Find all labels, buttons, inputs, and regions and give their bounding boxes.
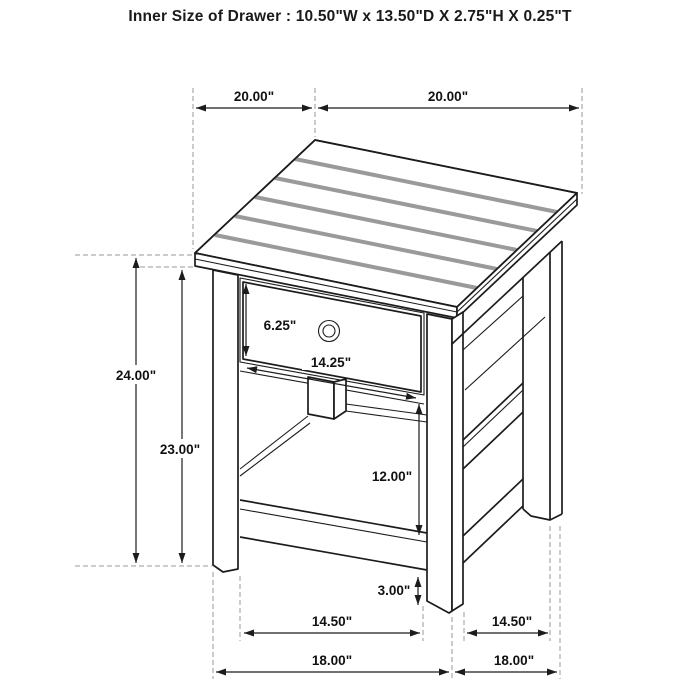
interior-back-apron <box>465 317 545 390</box>
label-top-right-width: 20.00" <box>427 89 469 104</box>
label-floor-clearance: 3.00" <box>377 583 411 598</box>
table-front <box>213 270 463 613</box>
label-top-left-width: 20.00" <box>233 89 275 104</box>
label-drawer-width: 14.25" <box>310 355 352 370</box>
back-right-leg <box>523 241 562 520</box>
label-front-inner-width: 14.50" <box>311 614 353 629</box>
label-side-outer-width: 18.00" <box>493 653 535 668</box>
back-left-leg <box>308 377 346 419</box>
diagram-title: Inner Size of Drawer : 10.50"W x 13.50"D X 2.75"H X 0.25"T <box>128 8 572 25</box>
front-left-leg <box>213 270 238 572</box>
label-height-under-top: 23.00" <box>159 442 201 457</box>
label-overall-height: 24.00" <box>115 368 157 383</box>
label-shelf-clearance: 12.00" <box>371 469 413 484</box>
front-right-leg-side <box>452 312 463 611</box>
side-bottom-stretcher <box>463 479 523 563</box>
lower-shelf <box>240 500 427 570</box>
front-right-leg <box>427 314 452 613</box>
label-drawer-height: 6.25" <box>263 318 297 333</box>
side-shelf-edge <box>463 383 523 469</box>
label-side-inner-width: 14.50" <box>491 614 533 629</box>
label-front-outer-width: 18.00" <box>311 653 353 668</box>
